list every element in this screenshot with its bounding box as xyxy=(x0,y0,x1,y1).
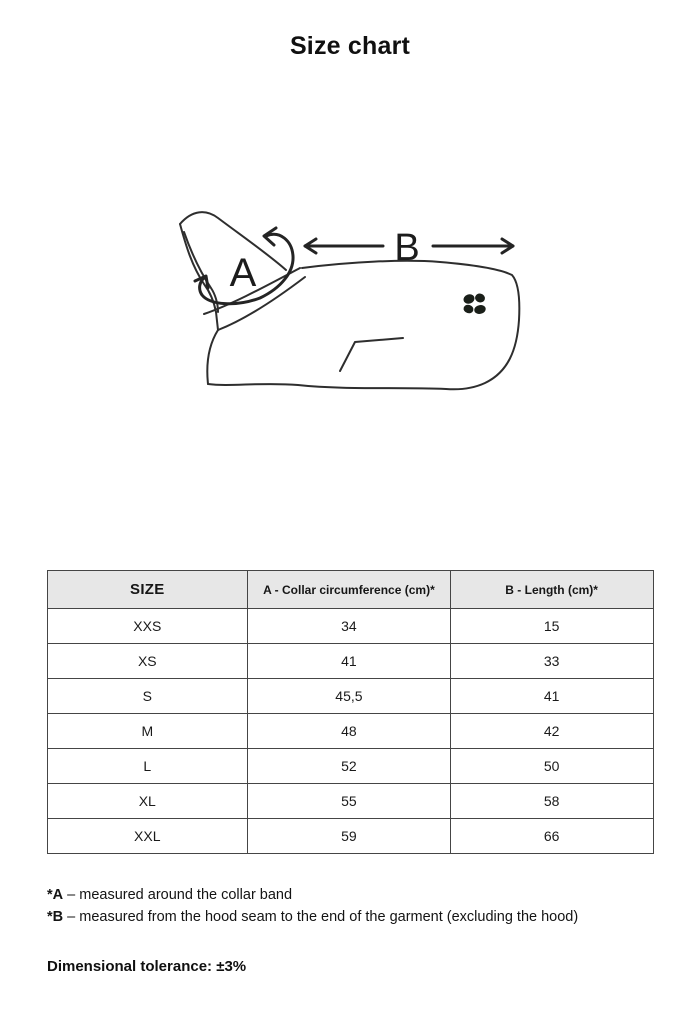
footnote-a xyxy=(47,884,700,906)
size-cell: S xyxy=(47,679,248,714)
length-value-cell: 33 xyxy=(450,644,653,679)
size-cell: L xyxy=(47,749,248,784)
dog-coat-diagram-svg xyxy=(178,208,528,408)
table-row-l xyxy=(47,749,653,784)
table-row-xxs xyxy=(47,609,653,644)
hood-bottom-tip xyxy=(216,312,218,330)
size-cell: XXS xyxy=(47,609,248,644)
table-row-xl xyxy=(47,784,653,819)
footnote-b xyxy=(47,906,700,928)
page-title: Size chart xyxy=(289,32,411,60)
collar-value-cell: 59 xyxy=(248,819,451,854)
tolerance-note: Dimensional tolerance: ±3% xyxy=(47,958,247,975)
table-row-xs xyxy=(47,644,653,679)
footnote-a-marker: *A xyxy=(47,887,64,903)
size-table-header-row xyxy=(47,571,653,609)
table-row-xxl xyxy=(47,819,653,854)
four-petal-clover-logo-icon xyxy=(462,293,486,315)
collar-value-cell: 52 xyxy=(248,749,451,784)
label-a: A xyxy=(229,251,257,295)
collar-value-cell: 48 xyxy=(248,714,451,749)
footnote-a-text: – measured around the collar band xyxy=(63,887,293,903)
length-value-cell: 58 xyxy=(450,784,653,819)
collar-value-cell: 55 xyxy=(248,784,451,819)
label-b: B xyxy=(394,227,420,269)
length-value-cell: 42 xyxy=(450,714,653,749)
chest-line xyxy=(207,330,218,384)
measurement-footnotes xyxy=(47,884,700,928)
col-header-length: B - Length (cm)* xyxy=(450,571,653,609)
collar-value-cell: 41 xyxy=(248,644,451,679)
footnote-b-marker: *B xyxy=(47,909,64,925)
length-value-cell: 15 xyxy=(450,609,653,644)
table-row-s xyxy=(47,679,653,714)
table-row-m xyxy=(47,714,653,749)
size-cell: XS xyxy=(47,644,248,679)
seam-line xyxy=(340,338,403,371)
size-table xyxy=(47,570,654,854)
size-cell: XL xyxy=(47,784,248,819)
size-cell: M xyxy=(47,714,248,749)
size-cell: XXL xyxy=(47,819,248,854)
length-value-cell: 41 xyxy=(450,679,653,714)
garment-measurement-diagram xyxy=(0,208,700,408)
collar-arrow-head-top xyxy=(264,228,276,245)
footnote-b-text: – measured from the hood seam to the end of the garment (excluding the hood) xyxy=(63,909,579,925)
collar-value-cell: 45,5 xyxy=(248,679,451,714)
col-header-collar-circumference: A - Collar circumference (cm)* xyxy=(248,571,451,609)
length-value-cell: 50 xyxy=(450,749,653,784)
collar-value-cell: 34 xyxy=(248,609,451,644)
col-header-size: SIZE xyxy=(47,571,248,609)
length-value-cell: 66 xyxy=(450,819,653,854)
